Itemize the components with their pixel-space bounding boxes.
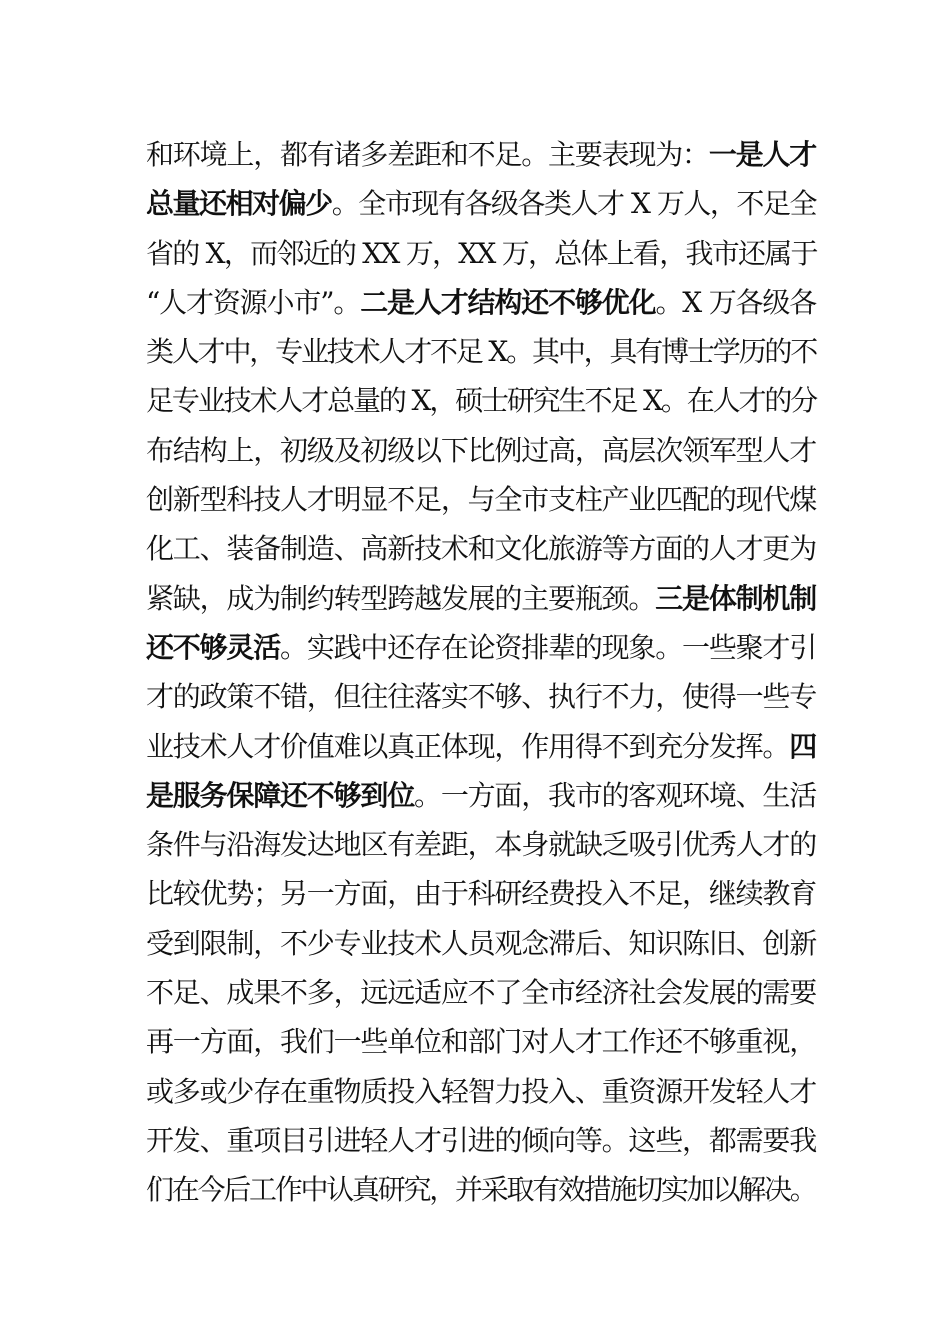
text-line (146, 623, 816, 672)
text-line (146, 376, 816, 425)
text-line (146, 229, 816, 278)
text-segment: 才的政策不错，但往往落实不够、执行不力，使得一些专 (146, 680, 816, 714)
text-segment: 布结构上，初级及初级以下比例过高，高层次领军型人才 (146, 433, 816, 467)
text-segment: 或多或少存在重物质投入轻智力投入、重资源开发轻人才 (146, 1074, 816, 1108)
text-segment: 化工、装备制造、高新技术和文化旅游等方面的人才更为 (146, 532, 816, 566)
text-line (146, 574, 816, 623)
text-segment: 们在今后工作中认真研究，并采取有效措施切实加以解决。 (146, 1173, 816, 1207)
text-line (146, 426, 816, 475)
text-line (146, 1116, 816, 1165)
bold-text-segment: 是服务保障还不够到位 (146, 778, 415, 812)
text-segment: 业技术人才价值难以真正体现，作用得不到充分发挥。 (146, 729, 790, 763)
text-segment: 条件与沿海发达地区有差距，本身就缺乏吸引优秀人才的 (146, 828, 816, 862)
text-segment: 开发、重项目引进轻人才引进的倾向等。这些，都需要我 (146, 1123, 816, 1157)
text-line (146, 327, 816, 376)
text-segment: 比较优势；另一方面，由于科研经费投入不足，继续教育 (146, 877, 816, 911)
text-segment: 受到限制，不少专业技术人员观念滞后、知识陈旧、创新 (146, 926, 816, 960)
bold-text-segment: 一是人才 (708, 138, 816, 171)
text-segment: 。一方面，我市的客观环境、生活 (414, 778, 816, 812)
text-line (146, 672, 816, 721)
text-line (146, 1017, 816, 1066)
text-line (146, 1067, 816, 1116)
text-line (146, 722, 816, 771)
text-segment: 不足、成果不多，远远适应不了全市经济社会发展的需要 (146, 976, 816, 1010)
text-segment: 创新型科技人才明显不足，与全市支柱产业匹配的现代煤 (146, 483, 816, 517)
text-segment: 省的 X，而邻近的 XX 万，XX 万，总体上看，我市还属于 (146, 236, 817, 270)
text-segment: 。X 万各级各 (655, 285, 816, 319)
text-line (146, 179, 816, 228)
text-segment: 。实践中还存在论资排辈的现象。一些聚才引 (280, 630, 816, 664)
text-line (146, 524, 816, 573)
text-segment: “人才资源小市”。 (146, 285, 361, 319)
text-segment: 再一方面，我们一些单位和部门对人才工作还不够重视， (146, 1025, 816, 1059)
text-line (146, 919, 816, 968)
text-segment: 类人才中，专业技术人才不足 X。其中，具有博士学历的不 (146, 335, 816, 369)
text-segment: 足专业技术人才总量的 X，硕士研究生不足 X。在人才的分 (146, 384, 816, 418)
text-line (146, 771, 816, 820)
text-segment: 。全市现有各级各类人才 X 万人，不足全 (331, 187, 816, 221)
body-paragraph (146, 130, 816, 1215)
bold-text-segment: 二是人才结构还不够优化 (360, 285, 656, 319)
bold-text-segment: 三是体制机制 (655, 581, 816, 615)
text-segment: 紧缺，成为制约转型跨越发展的主要瓶颈。 (146, 581, 656, 615)
text-line (146, 278, 816, 327)
text-line (146, 1165, 816, 1214)
text-line (146, 869, 816, 918)
text-line (146, 130, 816, 179)
text-line (146, 968, 816, 1017)
bold-text-segment: 还不够灵活 (146, 630, 281, 664)
text-line (146, 475, 816, 524)
text-line (146, 820, 816, 869)
bold-text-segment: 总量还相对偏少 (146, 187, 332, 221)
text-segment: 和环境上，都有诸多差距和不足。主要表现为： (146, 138, 709, 171)
bold-text-segment: 四 (789, 729, 816, 763)
